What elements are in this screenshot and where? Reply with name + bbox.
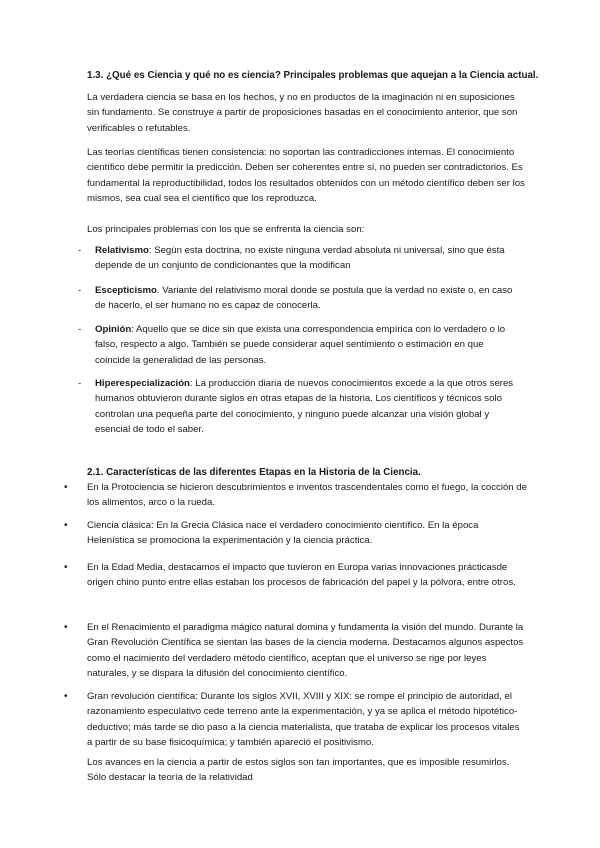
- term-relativismo: Relativismo: [95, 245, 149, 256]
- list-item-hiperespecializacion: [95, 376, 520, 438]
- bullet-item-edad-media: En la Edad Media, destacamos el impacto que tuvieron en Europa varias innovaciones prácticasde origen chino punto entre ellas estaban los procesos de fabricación del papel y la pólvora, entre otros.: [87, 562, 516, 589]
- definition-hiperespecializacion: : La producción diaria de nuevos conocimientos excede a la que otros seres humanos obtuvieron durante siglos en otras etapas de la historia. Los científicos y técnicos solo controlan una pequeña parte del conocimiento, y ninguno puede alcanzar una visión global y esencial de todo el saber.: [95, 378, 514, 436]
- section-heading-2-1: 2.1. Características de las diferentes Etapas en la Historia de la Ciencia.: [87, 467, 421, 478]
- bullet-item-gran-revolucion: Gran revolución científica: Durante los siglos XVII, XVIII y XIX: se rompe el principio de autoridad, el razonamiento especulativo cede terreno ante la experimentación, y ya se aplica el método hipotético-deductivo; más tarde se dio paso a la ciencia materialista, que trataba de explicar los procesos vitales a partir de su base fisicoquímica; y también apareció el positivismo.: [87, 691, 520, 749]
- list-item-escepticismo: [95, 283, 520, 314]
- term-opinion: Opinión: [95, 324, 132, 335]
- term-hiperespecializacion: Hiperespecialización: [95, 378, 190, 389]
- list-dash-marker: -: [78, 245, 82, 256]
- section-heading-1-3: 1.3. ¿Qué es Ciencia y qué no es ciencia? Principales problemas que aquejan a la Ciencia actual.: [87, 70, 539, 81]
- bullet-marker: •: [64, 562, 68, 573]
- definition-relativismo: : Según esta doctrina, no existe ninguna verdad absoluta ni universal, sino que ésta depende de un conjunto de condicionantes que la modifican: [95, 245, 505, 272]
- list-dash-marker: -: [78, 285, 82, 296]
- definition-escepticismo: . Variante del relativismo moral donde se postula que la verdad no existe o, en caso de hacerlo, el ser humano no es capaz de conocerla.: [95, 285, 513, 312]
- paragraph-teorias-cientificas: Las teorías científicas tienen consistencia: no soportan las contradicciones internas. El conocimiento científico debe permitir la predicción. Deben ser coherentes entre sí, no pueden ser contradictorios. Es fundamental la reproductibilidad, todos los resultados obtenidos con un método científico deben ser los mismos, sea cual sea el científico que los reproduzca.: [87, 147, 525, 205]
- paragraph-problemas-intro: Los principales problemas con los que se enfrenta la ciencia son:: [87, 224, 365, 235]
- bullet-marker: •: [64, 622, 68, 633]
- bullet-marker: •: [64, 691, 68, 702]
- bullet-marker: •: [64, 520, 68, 531]
- bullet-item-renacimiento: En el Renacimiento el paradigma mágico natural domina y fundamenta la visión del mundo. Durante la Gran Revolución Científica se sientan las bases de la ciencia moderna. Destacamos algunos aspectos como el nacimiento del verdadero método científico, aceptan que el universo se rige por leyes naturales, y se dispara la difusión del conocimiento científico.: [87, 622, 524, 680]
- paragraph-avances-ciencia: Los avances en la ciencia a partir de estos siglos son tan importantes, que es imposible resumirlos. Sólo destacar la teoría de la relatividad: [87, 757, 510, 784]
- bullet-marker: •: [64, 482, 68, 493]
- list-item-opinion: [95, 322, 520, 368]
- list-item-relativismo: [95, 243, 520, 274]
- paragraph-verdadera-ciencia: La verdadera ciencia se basa en los hechos, y no en productos de la imaginación ni en suposiciones sin fundamento. Se construye a partir de proposiciones basadas en el conocimiento anterior, que son verificables o refutables.: [87, 92, 518, 134]
- list-dash-marker: -: [78, 378, 82, 389]
- bullet-item-ciencia-clasica: Ciencia clásica: En la Grecia Clásica nace el verdadero conocimiento científico. En la época Helenística se promociona la experimentación y la ciencia práctica.: [87, 520, 479, 547]
- term-escepticismo: Escepticismo: [95, 285, 157, 296]
- bullet-item-protociencia: En la Protociencia se hicieron descubrimientos e inventos trascendentales como el fuego, la cocción de los alimentos, arco o la rueda.: [87, 482, 527, 509]
- list-dash-marker: -: [78, 324, 82, 335]
- definition-opinion: : Aquello que se dice sin que exista una correspondencia empírica con lo verdadero o lo falso, respecto a algo. También se puede considerar aquel sentimiento o estimación en que coincide la generalidad de las personas.: [95, 324, 506, 366]
